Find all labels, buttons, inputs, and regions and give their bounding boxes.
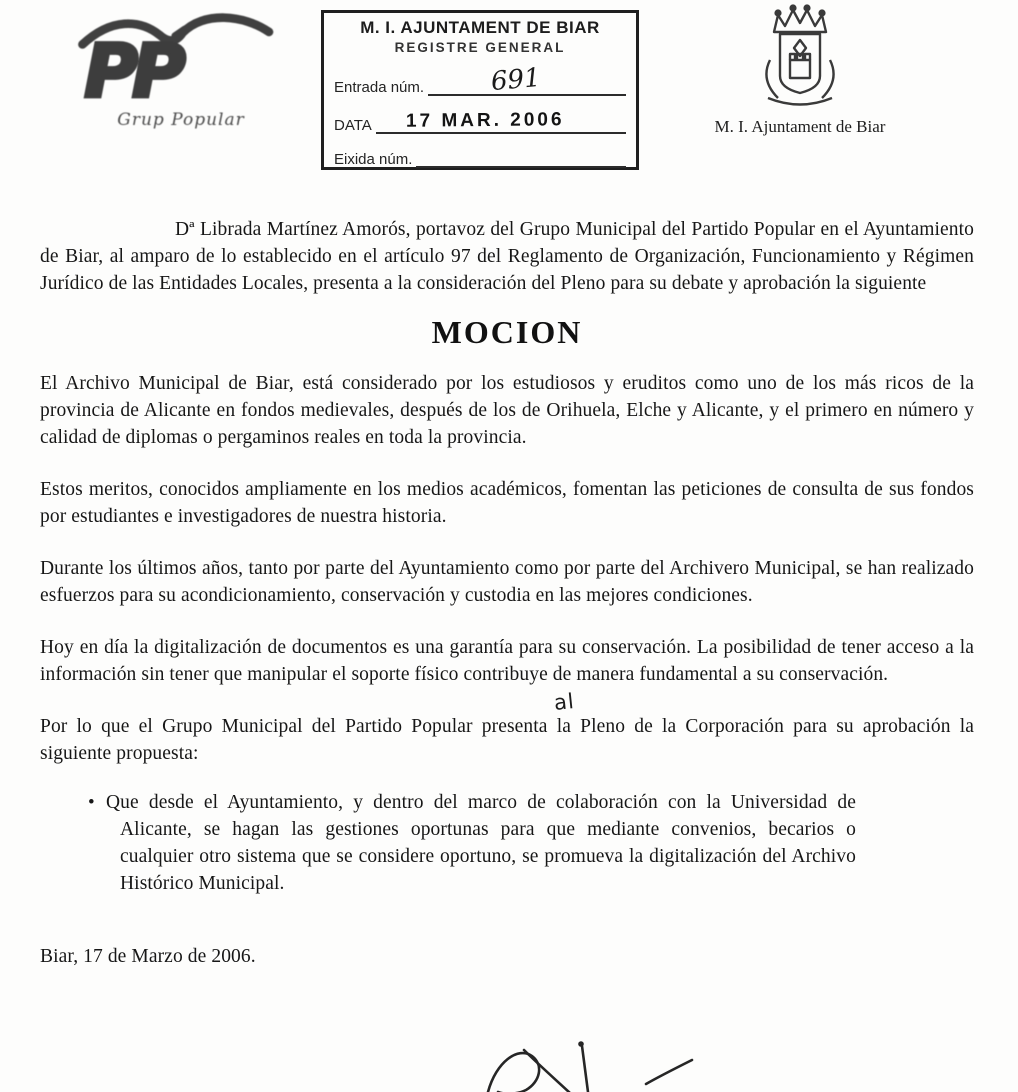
corrected-word: la al	[552, 688, 576, 737]
pp-logo-caption: Grup Popular	[117, 110, 245, 130]
bullet-icon: •	[88, 792, 95, 813]
signature-icon	[468, 1036, 718, 1092]
paragraph-meritos: Estos meritos, conocidos ampliamente en los medios académicos, fomentan las peticiones de consulta de sus fondos por estudiantes e investigadores de nuestra historia.	[40, 479, 974, 527]
handwritten-insert: al	[552, 688, 576, 716]
paragraph-digitalizacion: Hoy en día la digitalización de documentos es una garantía para su conservación. La posibilidad de tener acceso a la información sin tener que manipular el soporte físico contribuye de manera fundamental a su conservación.	[40, 637, 974, 685]
stamp-subtitle: REGISTRE GENERAL	[394, 40, 566, 55]
paragraph-esfuerzos: Durante los últimos años, tanto por parte del Ayuntamiento como por parte del Archivero Municipal, se han realizado esfuerzos para su acondicionamiento, conservación y custodia en las mejores condiciones.	[40, 558, 974, 606]
data-label: DATA	[334, 117, 372, 134]
eixida-line	[416, 142, 626, 168]
bullet-item	[88, 789, 856, 897]
paragraph-archivo: El Archivo Municipal de Biar, está considerado por los estudiosos y eruditos como uno de los más ricos de la provincia de Alicante en fondos medievales, después de los de Orihuela, Elche y Alicante, y el primero en número y calidad de diplomas o pergaminos reales en toda la provincia.	[40, 373, 974, 448]
signature	[468, 1036, 718, 1092]
proposal-paragraph	[40, 688, 974, 767]
data-line	[376, 108, 626, 134]
registry-stamp	[321, 10, 639, 170]
motion-title: MOCION	[431, 314, 583, 350]
pp-logo	[58, 6, 330, 130]
stamp-data-row	[334, 110, 626, 134]
proposal-text-post: Pleno de la Corporación para su aprobación la siguiente propuesta:	[40, 716, 974, 764]
svg-text:PP: PP	[84, 29, 180, 106]
entrada-line	[428, 62, 626, 98]
data-value: 17 MAR. 2006	[405, 109, 565, 132]
entrada-label: Entrada núm.	[334, 79, 425, 96]
eixida-label: Eixida núm.	[334, 151, 413, 168]
intro-paragraph: Dª Librada Martínez Amorós, portavoz del Grupo Municipal del Partido Popular en el Ayuntamiento de Biar, al amparo de lo establecido en el artículo 97 del Reglamento de Organización, Funcionamiento y Régimen Jurídico de las Entidades Locales, presenta a la consideración del Pleno para su debate y aprobación la siguiente	[40, 219, 974, 294]
date-line: Biar, 17 de Marzo de 2006.	[40, 946, 256, 967]
stamp-eixida-row	[334, 144, 626, 168]
biar-coat-of-arms-icon	[748, 2, 852, 114]
entrada-value: 691	[490, 62, 543, 98]
coat-of-arms	[678, 2, 922, 137]
crest-caption: M. I. Ajuntament de Biar	[714, 117, 886, 136]
pp-logo-icon	[69, 6, 319, 106]
bullet-text: Que desde el Ayuntamiento, y dentro del marco de colaboración con la Universidad de Alicante, se hagan las gestiones oportunas para que mediante convenios, becarios o cualquier otro sistema que se considere oportuno, se promueva la digitalización del Archivo Histórico Municipal.	[106, 792, 856, 894]
document-header	[0, 0, 1018, 202]
proposal-text-pre: Por lo que el Grupo Municipal del Partido Popular presenta	[40, 716, 548, 737]
document-body	[0, 216, 1018, 970]
stamp-entrada-row	[334, 62, 626, 98]
stamp-title: M. I. AJUNTAMENT DE BIAR	[360, 18, 600, 37]
